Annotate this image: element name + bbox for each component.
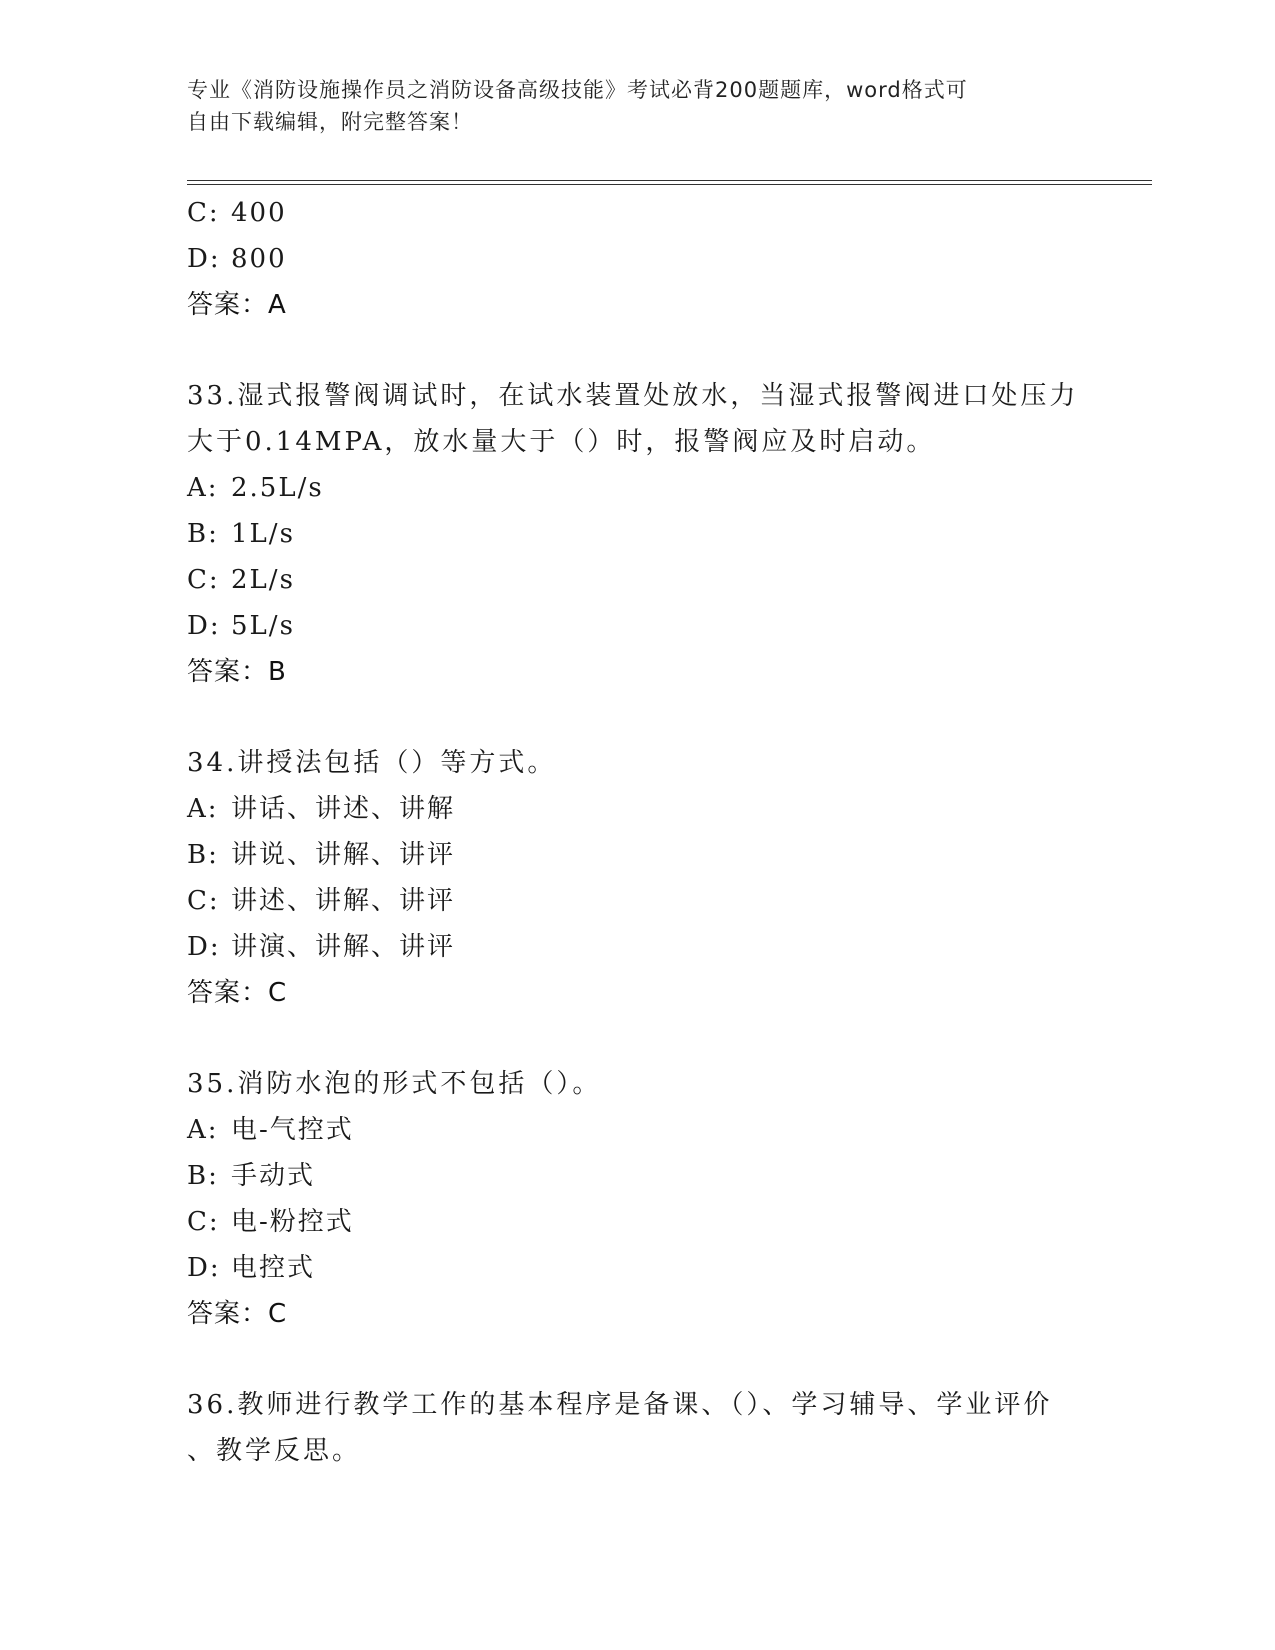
stem-line: 34.讲授法包括（）等方式。 bbox=[187, 748, 557, 778]
option-text: 2L/s bbox=[231, 565, 295, 595]
option-key: C: bbox=[187, 886, 220, 916]
option-key: C: bbox=[187, 565, 220, 595]
option-a bbox=[187, 786, 1087, 832]
option-c bbox=[187, 1199, 1087, 1245]
option-d bbox=[187, 603, 1087, 649]
question-block-continued bbox=[187, 190, 1087, 328]
option-key: D: bbox=[187, 932, 221, 962]
option-text: 2.5L/s bbox=[231, 473, 324, 503]
option-key: A: bbox=[187, 473, 219, 503]
option-key: A: bbox=[187, 1115, 219, 1145]
question-block-35 bbox=[187, 1061, 1087, 1337]
stem-line: 35.消防水泡的形式不包括（）。 bbox=[187, 1069, 602, 1099]
option-d bbox=[187, 236, 1087, 282]
option-text: 手动式 bbox=[231, 1161, 316, 1191]
option-key: C: bbox=[187, 198, 220, 228]
option-text: 讲话、讲述、讲解 bbox=[231, 794, 456, 824]
answer-line: 答案：B bbox=[187, 657, 287, 687]
option-text: 电控式 bbox=[231, 1253, 316, 1283]
option-key: B: bbox=[187, 1161, 219, 1191]
option-c bbox=[187, 557, 1087, 603]
page-header bbox=[187, 74, 1067, 138]
option-a bbox=[187, 465, 1087, 511]
option-key: C: bbox=[187, 1207, 220, 1237]
option-c bbox=[187, 190, 1087, 236]
option-text: 讲说、讲解、讲评 bbox=[231, 840, 456, 870]
option-key: D: bbox=[187, 1253, 221, 1283]
option-b bbox=[187, 832, 1087, 878]
answer-line: 答案：C bbox=[187, 1299, 288, 1329]
option-key: D: bbox=[187, 611, 221, 641]
stem-line: 大于0.14MPA，放水量大于（）时，报警阀应及时启动。 bbox=[187, 427, 936, 457]
option-text: 1L/s bbox=[231, 519, 295, 549]
option-text: 讲述、讲解、讲评 bbox=[231, 886, 456, 916]
question-stem bbox=[187, 1061, 1087, 1107]
question-block-34 bbox=[187, 740, 1087, 1016]
stem-line: 33.湿式报警阀调试时，在试水装置处放水，当湿式报警阀进口处压力 bbox=[187, 381, 1079, 411]
question-stem bbox=[187, 1382, 1087, 1474]
answer-line: 答案：C bbox=[187, 978, 288, 1008]
option-c bbox=[187, 878, 1087, 924]
option-text: 电-粉控式 bbox=[231, 1207, 354, 1237]
stem-line: 36.教师进行教学工作的基本程序是备课、（）、学习辅导、学业评价 bbox=[187, 1390, 1053, 1420]
option-text: 800 bbox=[231, 244, 287, 274]
option-b bbox=[187, 511, 1087, 557]
question-block-36 bbox=[187, 1382, 1087, 1474]
header-divider-top bbox=[187, 180, 1152, 181]
answer-line: 答案：A bbox=[187, 290, 287, 320]
question-stem bbox=[187, 740, 1087, 786]
option-text: 电-气控式 bbox=[231, 1115, 354, 1145]
question-stem bbox=[187, 373, 1087, 465]
question-list bbox=[187, 190, 1087, 1474]
option-key: B: bbox=[187, 519, 219, 549]
option-d bbox=[187, 924, 1087, 970]
header-divider-bottom bbox=[187, 184, 1152, 185]
option-text: 400 bbox=[231, 198, 287, 228]
option-key: A: bbox=[187, 794, 219, 824]
option-key: B: bbox=[187, 840, 219, 870]
header-line-1: 专业《消防设施操作员之消防设备高级技能》考试必背200题题库，word格式可 bbox=[187, 78, 968, 102]
question-block-33 bbox=[187, 373, 1087, 695]
option-text: 讲演、讲解、讲评 bbox=[231, 932, 456, 962]
option-d bbox=[187, 1245, 1087, 1291]
option-a bbox=[187, 1107, 1087, 1153]
option-b bbox=[187, 1153, 1087, 1199]
option-key: D: bbox=[187, 244, 221, 274]
header-line-2: 自由下载编辑，附完整答案！ bbox=[187, 110, 473, 134]
stem-line: 、教学反思。 bbox=[187, 1436, 362, 1466]
option-text: 5L/s bbox=[231, 611, 295, 641]
